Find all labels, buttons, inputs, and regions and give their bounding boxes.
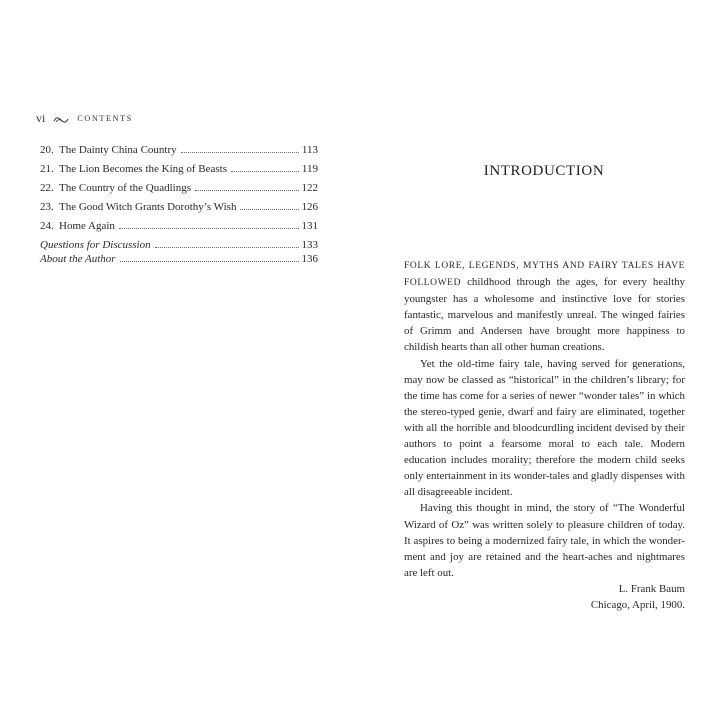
toc-entry[interactable] [40,182,318,194]
running-head [36,111,133,126]
toc-entry-number: 22. [40,182,54,195]
toc-entry[interactable] [40,144,318,156]
introduction-body [404,257,685,613]
toc-entry[interactable] [40,201,318,213]
toc-entry-questions[interactable] [40,239,318,251]
signature-place-date: Chicago, April, 1900. [590,598,685,611]
toc-entry-page: 133 [301,239,318,252]
toc-entry-title: Questions for Discussion [40,239,151,252]
running-title: CONTENTS [77,114,133,123]
toc-entry-page: 122 [301,182,318,195]
dot-leader [181,144,299,153]
dot-leader [155,239,299,248]
signature-name: L. Frank Baum [618,582,685,595]
toc-entry-title: The Lion Becomes the King of Beasts [59,163,228,176]
toc-entry-title: The Dainty China Country [59,144,177,156]
toc-entry-title: Home Again [59,220,115,233]
toc-entry-page: 126 [301,201,318,214]
toc-entry[interactable] [40,163,318,175]
paragraph: Having this thought in mind, the story of “The Wonderful Wizard of Oz” was written solely to pleasure children of today. It aspires to being a modernized fairy tale, in which the wonder-ment and joy are retained and the heart-aches and nightmares are left out. [404,502,685,579]
toc-entry-about-author[interactable] [40,253,318,265]
toc-entry-page: 113 [301,144,318,156]
chapter-heading: INTRODUCTION [483,163,605,179]
page-number: vi [36,111,46,125]
toc-entry-number: 24. [40,220,54,233]
smallcaps-opening: FOLK LORE, LEGENDS, MYTHS AND FAIRY TALES HAVE FOLLOWED [404,261,685,289]
toc-entry-title: About the Author [40,253,116,266]
toc-entry-number: 21. [40,163,54,176]
paragraph: Yet the old-time fairy tale, having served for generations, may now be classed as “historical” in the children’s library; for the time has come for a series of newer “wonder tales” in which the stereo-typed genie, dwarf and fairy are eliminated, together with all the horrible and bloodcurdling incident devised by their authors to point a fearsome moral to each tale. Modern education includes morality; therefore the modern child seeks only entertainment in its wonder-tales and gladly dispenses with all disagreeable incident. [404,357,685,499]
toc-entry-number: 23. [40,201,54,214]
toc-entry-title: The Country of the Quadlings [59,182,191,195]
dot-leader [195,182,299,191]
paragraph [404,257,685,356]
table-of-contents [40,144,318,273]
toc-entry-title: The Good Witch Grants Dorothy’s Wish [59,201,237,214]
toc-entry-number: 20. [40,144,54,156]
paragraph-text: childhood through the ages, for every healthy youngster has a wholesome and instinctive love for stories fantastic, marvelous and manifestly unreal. The winged fairies of Grimm and Andersen have brought more happiness to childish hearts than all other human creations. [404,276,685,354]
toc-entry[interactable] [40,220,318,232]
dot-leader [240,201,298,210]
dot-leader [120,253,299,262]
ornament-icon [53,115,69,123]
toc-entry-page: 119 [301,163,318,176]
dot-leader [231,163,299,172]
toc-entry-page: 131 [301,220,318,233]
toc-entry-page: 136 [301,253,318,266]
dot-leader [119,220,299,229]
